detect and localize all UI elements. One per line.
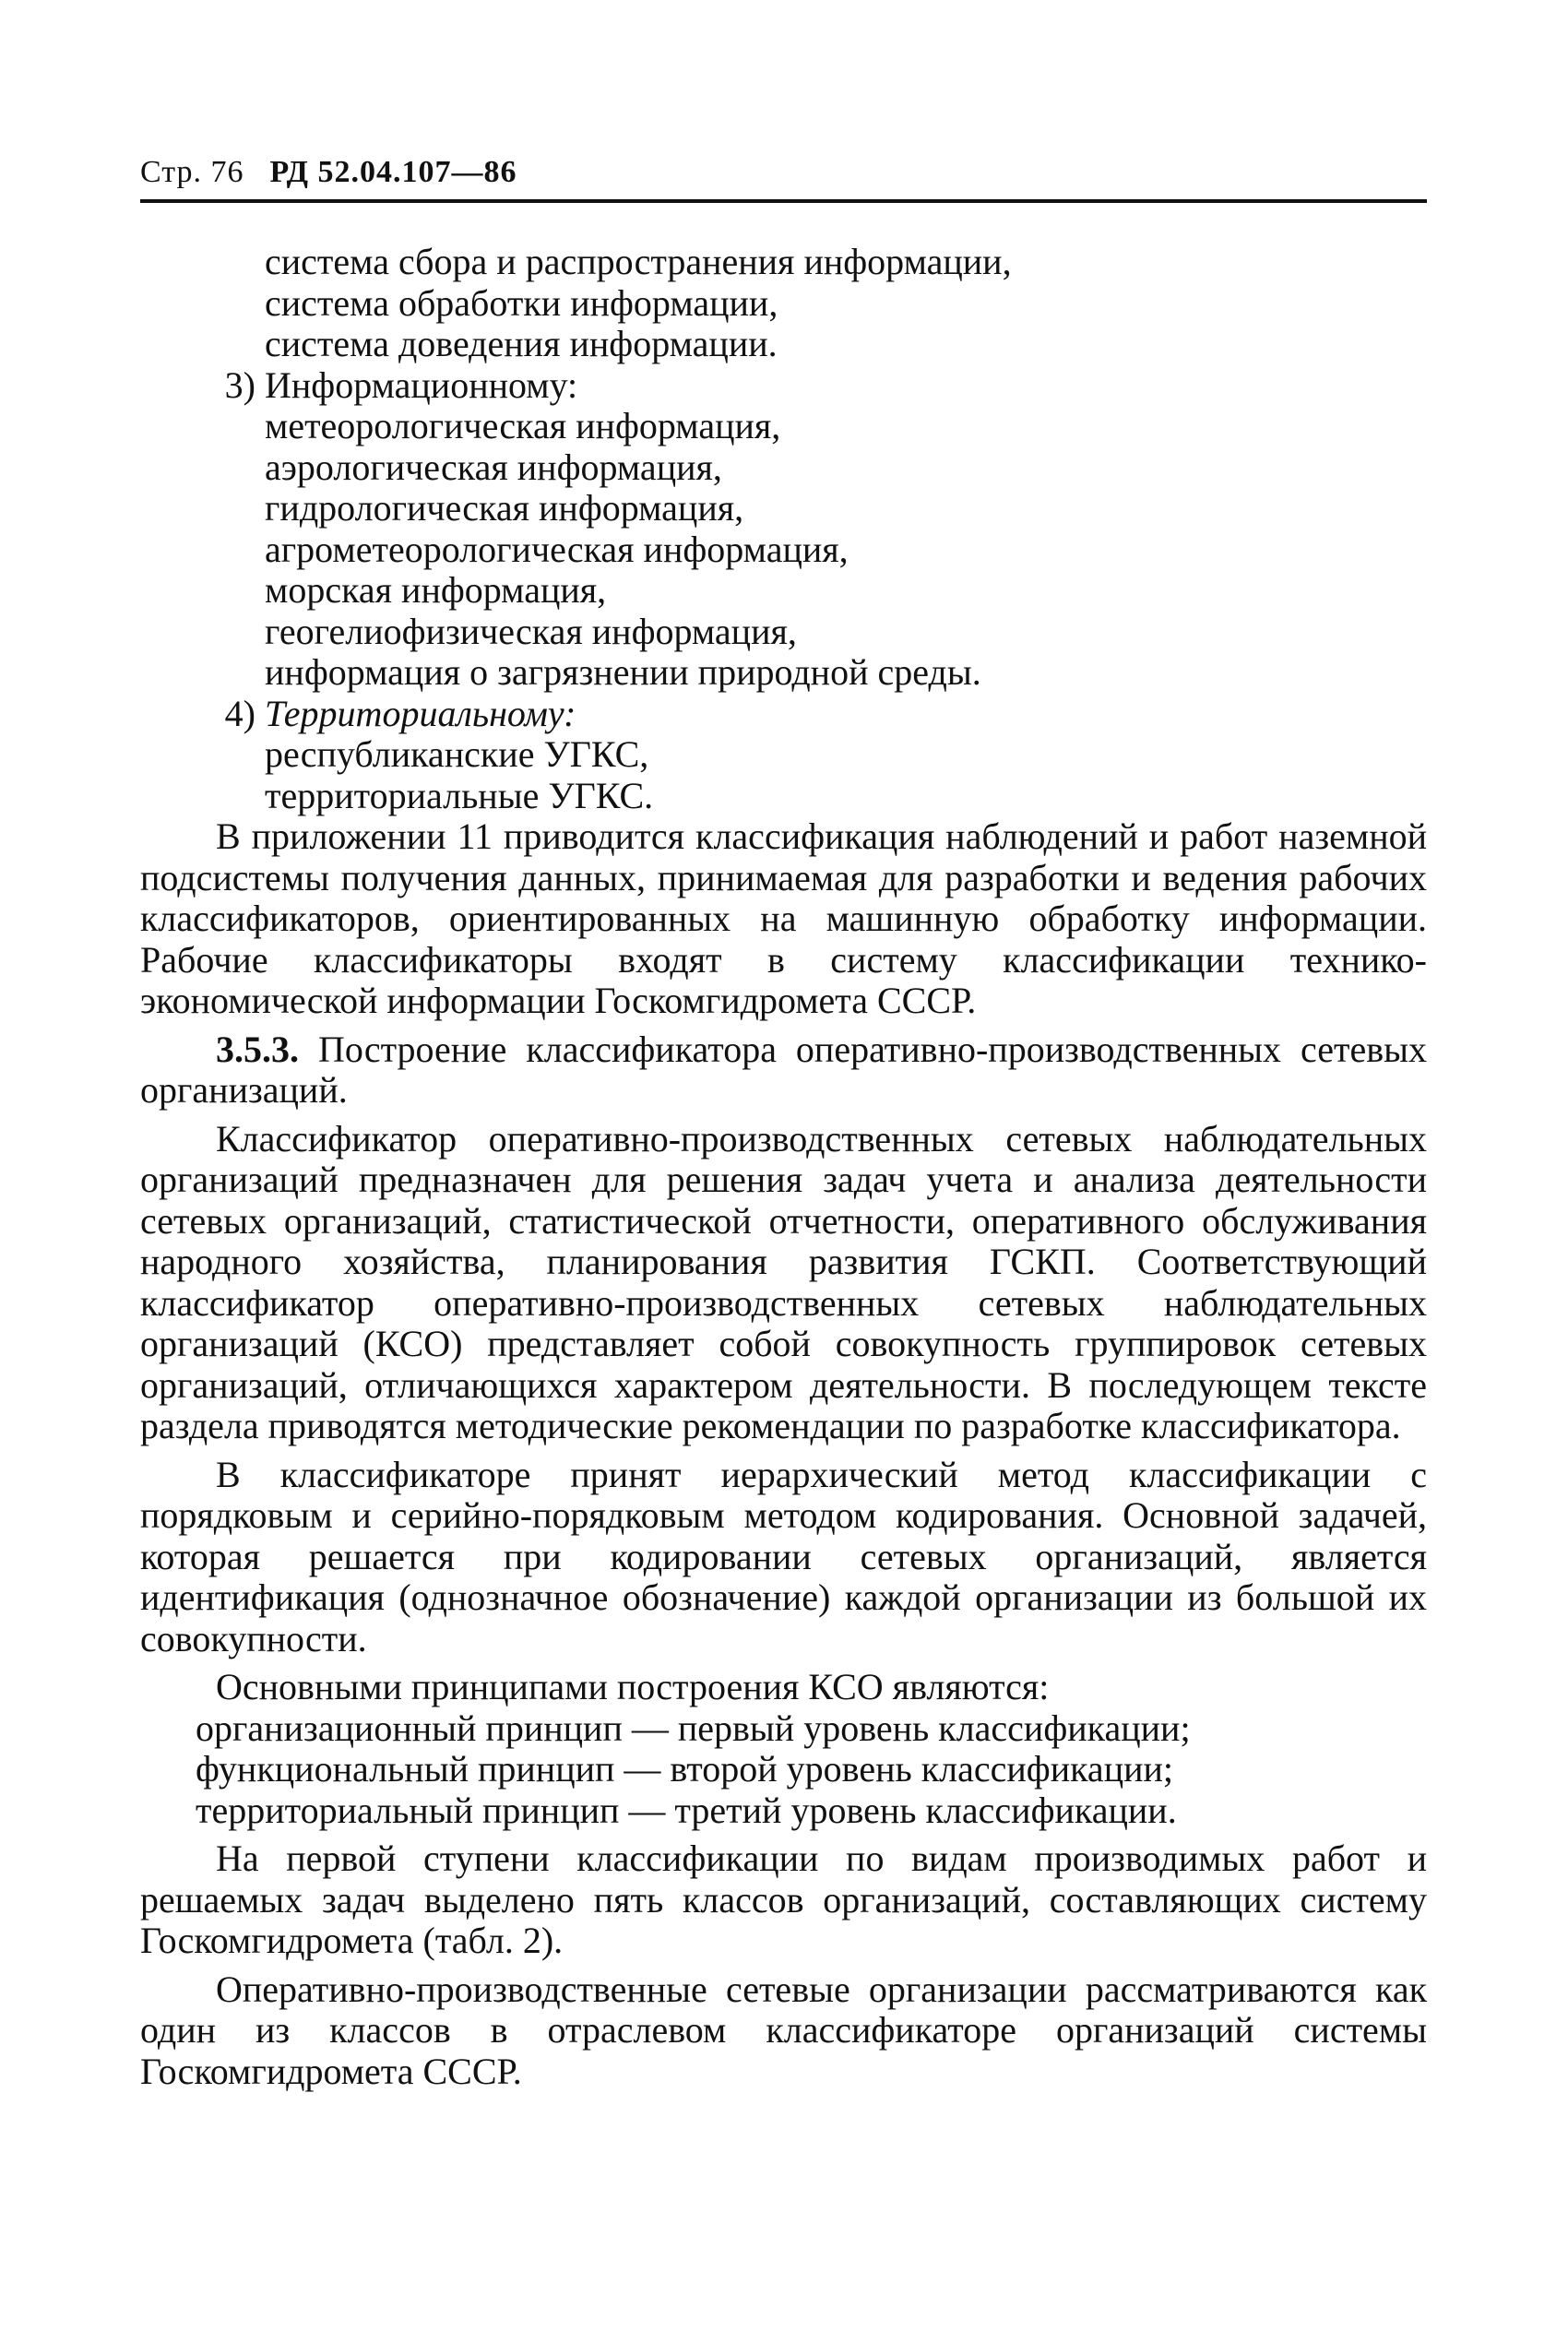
item-4-sublist xyxy=(140,734,1427,816)
principle-line: функциональный принцип — второй уровень классификации; xyxy=(196,1748,1174,1790)
section-number: 3.5.3. xyxy=(216,1028,299,1070)
list-line: территориальные УГКС. xyxy=(265,774,654,816)
item-number: 3) xyxy=(224,363,255,406)
document-code: РД 52.04.107—86 xyxy=(269,155,517,189)
principles-intro: Основными принципами построения КСО являются: xyxy=(216,1666,1050,1707)
list-line: система сбора и распространения информации, xyxy=(265,241,1012,282)
list-line: система доведения информации. xyxy=(265,323,778,364)
paragraph: Оперативно-производственные сетевые организации рассматриваются как один из классов в отраслевом классификаторе организаций системы Госкомгидромета СССР. xyxy=(140,1968,1427,2092)
list-line: метеорологическая информация, xyxy=(265,405,781,446)
section-heading xyxy=(140,1029,1427,1112)
item-number: 4) xyxy=(224,692,255,734)
list-line: геогелиофизическая информация, xyxy=(265,610,797,652)
principle-line: территориальный принцип — третий уровень классификации. xyxy=(196,1789,1177,1831)
list-continuation xyxy=(140,242,1427,365)
page-body xyxy=(140,242,1427,2092)
paragraph: В классификаторе принят иерархический метод классификации с порядковым и серийно-порядковым методом кодирования. Основной задачей, которая решается при кодировании сетевых организаций, является идентификация (однозначное обозначение) каждой организации из большой их совокупности. xyxy=(140,1453,1427,1659)
principle-line: организационный принцип — первый уровень классификации; xyxy=(196,1707,1191,1749)
list-item-4 xyxy=(140,694,1427,735)
list-line: система обработки информации, xyxy=(265,281,778,324)
header-rule xyxy=(140,199,1427,203)
list-line: морская информация, xyxy=(265,569,607,611)
section-title: Построение классификатора оперативно-производственных сетевых организаций. xyxy=(140,1028,1427,1111)
paragraph: Классификатор оперативно-производственных сетевых наблюдательных организаций предназначен для решения задач учета и анализа деятельности сетевых организаций, статистической отчетности, оперативного обслуживания народного хозяйства, планирования развития ГСКП. Соответствующий классификатор оперативно-производственных сетевых наблюдательных организаций (КСО) представляет собой совокупность группировок сетевых организаций, отличающихся характером деятельности. В последующем тексте раздела приводятся методические рекомендации по разработке классификатора. xyxy=(140,1117,1427,1446)
list-line: информация о загрязнении природной среды. xyxy=(265,651,981,693)
item-label: Информационному: xyxy=(265,363,578,406)
item-3-sublist xyxy=(140,406,1427,694)
page-number: Стр. 76 xyxy=(140,155,244,189)
list-line: республиканские УГКС, xyxy=(265,733,649,775)
list-line: агрометеорологическая информация, xyxy=(265,528,849,570)
paragraph: На первой ступени классификации по видам производимых работ и решаемых задач выделено пять классов организаций, составляющих систему Госкомгидромета (табл. 2). xyxy=(140,1837,1427,1961)
principles-list xyxy=(140,1708,1427,1832)
page-header xyxy=(140,155,1427,190)
item-label: Территориальному: xyxy=(265,692,576,734)
list-line: гидрологическая информация, xyxy=(265,487,744,529)
list-line: аэрологическая информация, xyxy=(265,446,722,488)
paragraph: В приложении 11 приводится классификация наблюдений и работ наземной подсистемы получения данных, принимаемая для разработки и ведения рабочих классификаторов, ориентированных на машинную обработку информации. Рабочие классификаторы входят в систему классификации технико-экономической информации Госкомгидромета СССР. xyxy=(140,815,1427,1021)
list-item-3 xyxy=(140,365,1427,407)
